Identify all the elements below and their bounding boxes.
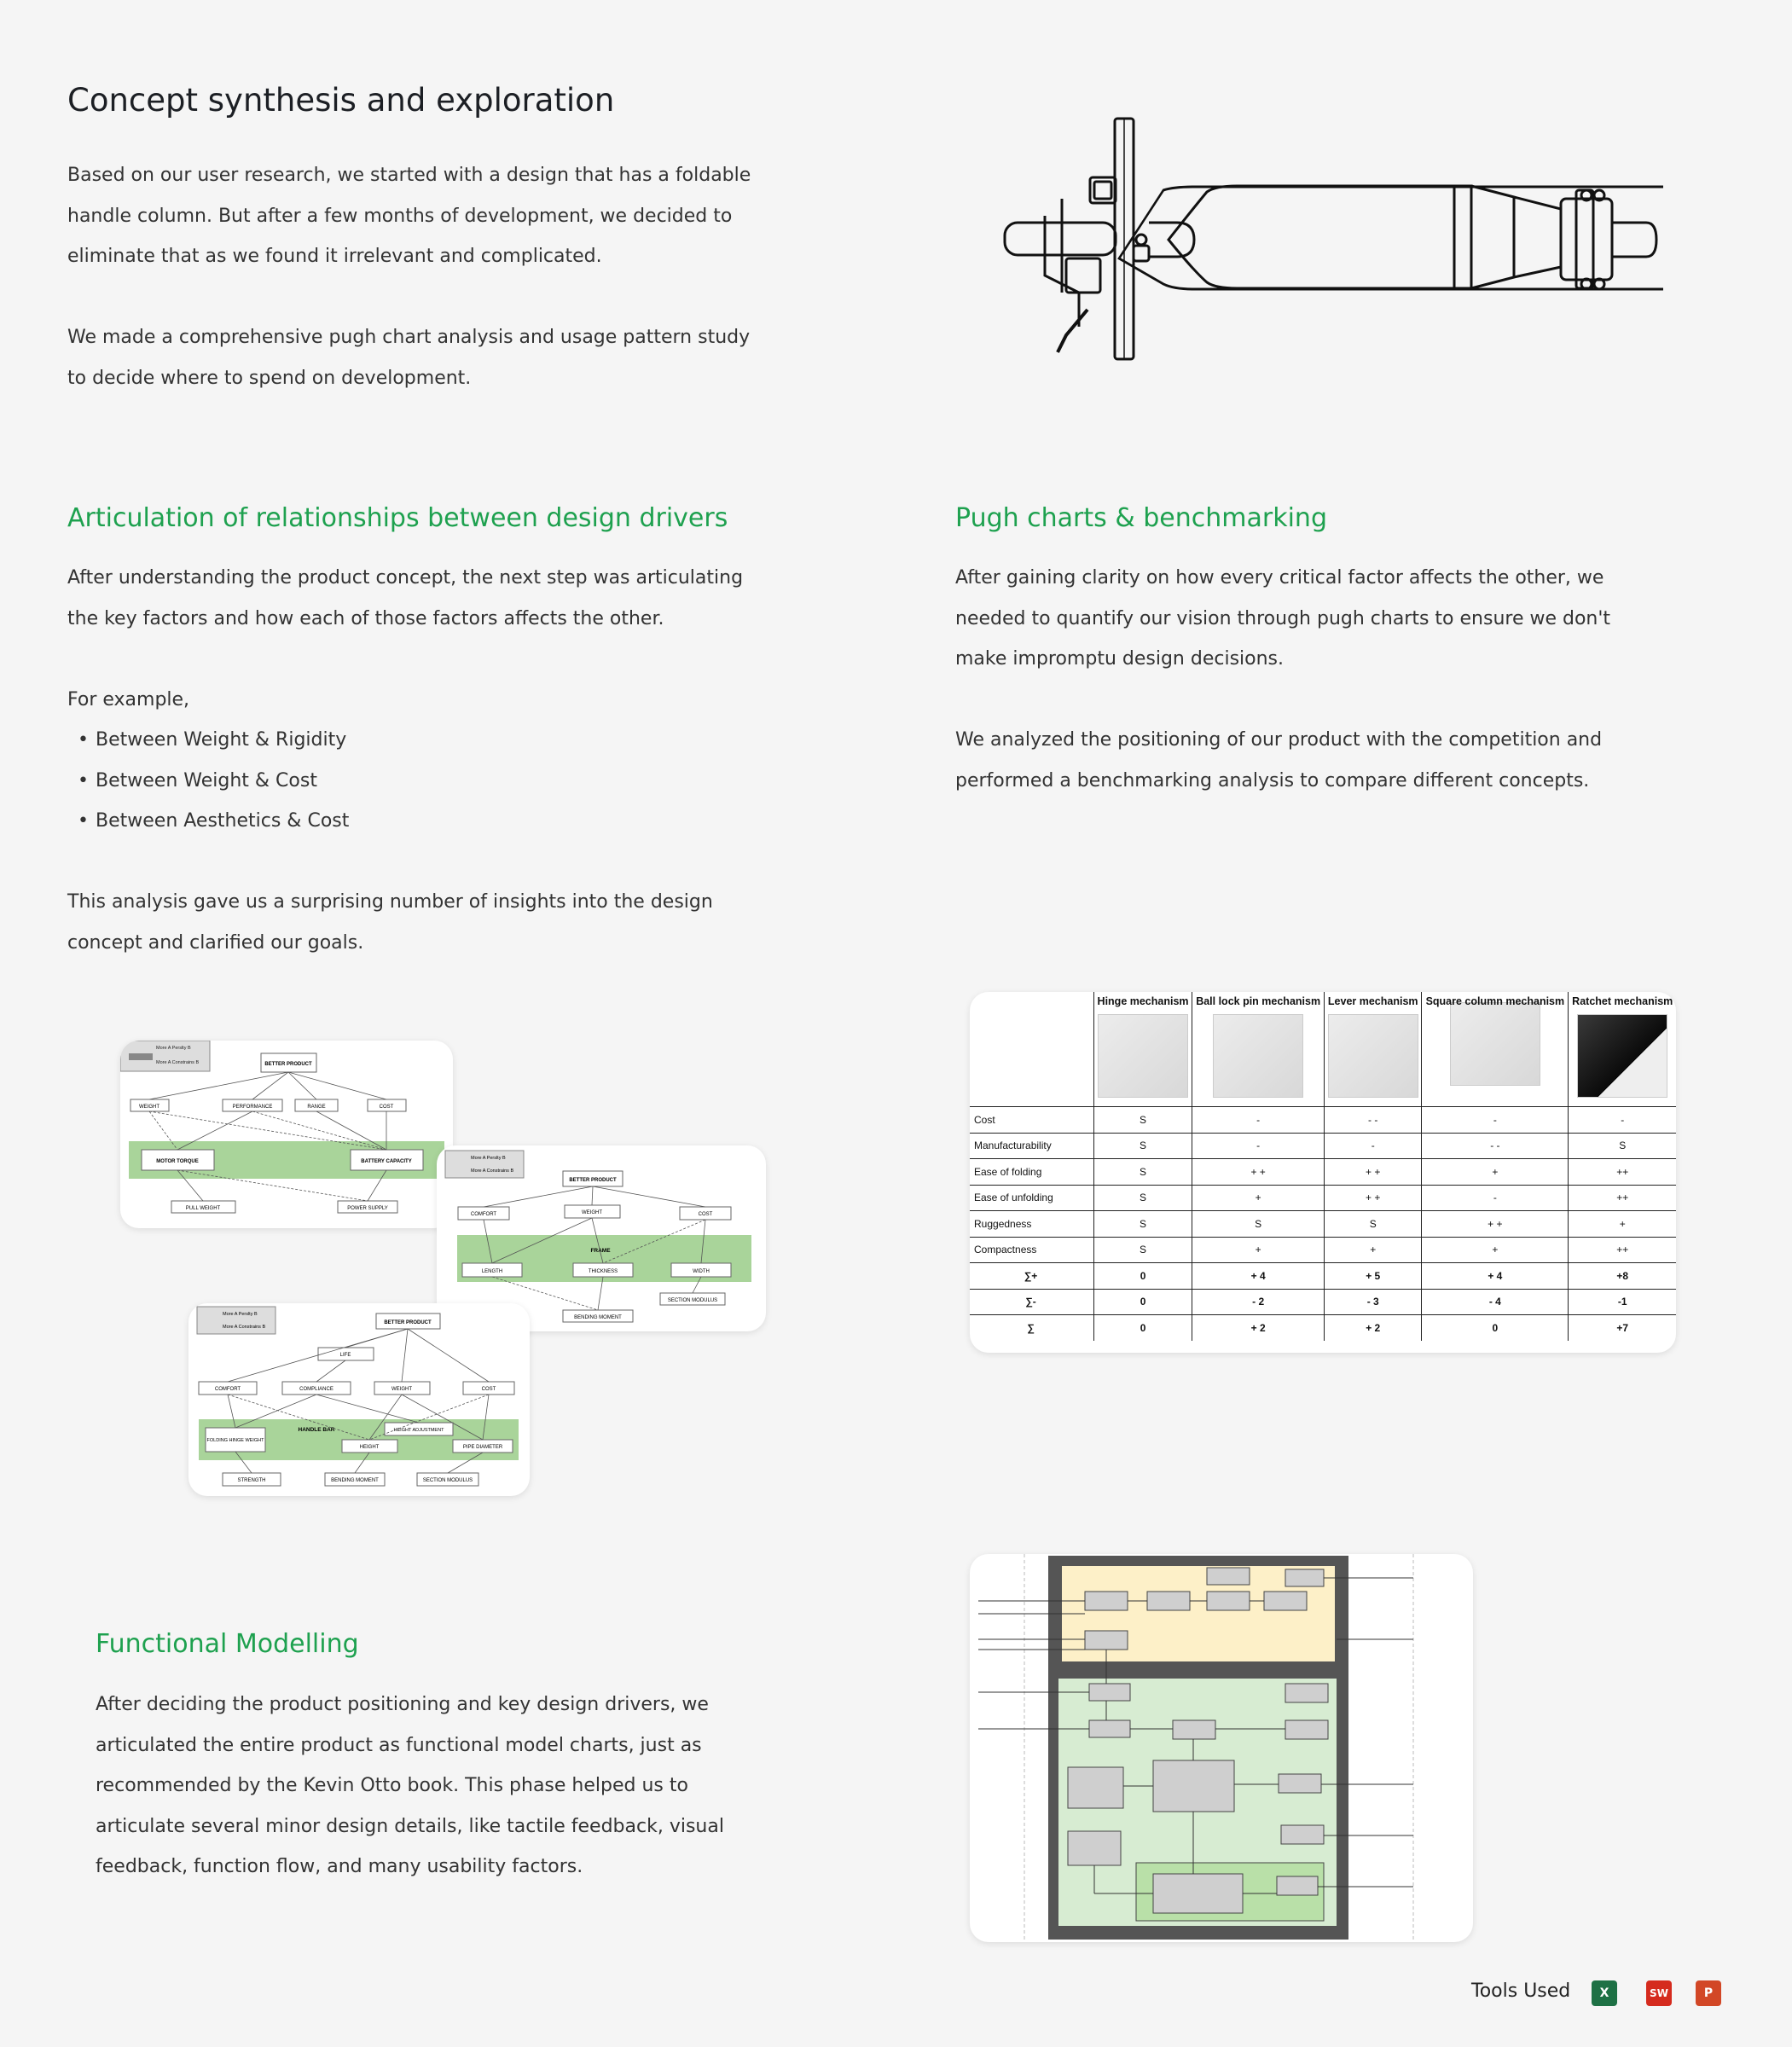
square-column-mechanism-image bbox=[1450, 1002, 1540, 1086]
lever-mechanism-image bbox=[1328, 1014, 1418, 1098]
intro-paragraph-2: We made a comprehensive pugh chart analysis and usage pattern study to decide where to spend on development. bbox=[67, 327, 751, 389]
pugh-row-label: ∑- bbox=[970, 1289, 1094, 1315]
pugh-cell: 0 bbox=[1094, 1315, 1192, 1341]
pugh-cell: +7 bbox=[1569, 1315, 1676, 1341]
pugh-cell: + + bbox=[1422, 1211, 1569, 1238]
node-label: BATTERY CAPACITY bbox=[361, 1159, 412, 1164]
pugh-cell: S bbox=[1569, 1133, 1676, 1159]
pugh-row-label: Ease of folding bbox=[970, 1159, 1094, 1186]
node-label: WEIGHT bbox=[139, 1105, 159, 1110]
list-item: • Between Weight & Rigidity bbox=[67, 720, 750, 761]
pugh-row-label: Ease of unfolding bbox=[970, 1185, 1094, 1211]
table-row bbox=[970, 1237, 1676, 1263]
functional-text bbox=[96, 1685, 769, 1888]
page-title: Concept synthesis and exploration bbox=[67, 82, 615, 119]
functional-paragraph: After deciding the product positioning and key design drivers, we articulated the entire product as functional model charts, just as recommended by the Kevin Otto book. This phase helped us to articulate several minor design details, like tactile feedback, visual feedback, function flow, and many usability factors. bbox=[96, 1694, 724, 1877]
pugh-paragraph-1: After gaining clarity on how every critical factor affects the other, we needed to quantify our vision through pugh charts to ensure we don't make impromptu design decisions. bbox=[955, 567, 1611, 670]
pugh-cell: - bbox=[1192, 1107, 1325, 1134]
pugh-cell: - - bbox=[1422, 1133, 1569, 1159]
legend-label: More A Constrains B bbox=[223, 1325, 266, 1330]
scooter-top-view-drawing bbox=[998, 113, 1663, 365]
legend-label: More A Constrains B bbox=[156, 1060, 200, 1065]
pugh-cell: S bbox=[1192, 1211, 1325, 1238]
functional-heading: Functional Modelling bbox=[96, 1629, 359, 1659]
driver-diagram-handlebar bbox=[188, 1303, 530, 1496]
pugh-cell: ++ bbox=[1569, 1159, 1676, 1186]
pugh-cell: + 4 bbox=[1422, 1263, 1569, 1290]
pugh-column-header: Hinge mechanism bbox=[1094, 992, 1192, 1107]
node-label: BENDING MOMENT bbox=[574, 1315, 622, 1320]
solidworks-icon: SW bbox=[1646, 1980, 1672, 2006]
pugh-cell: ++ bbox=[1569, 1185, 1676, 1211]
pugh-chart-table bbox=[970, 992, 1676, 1341]
pugh-cell: 0 bbox=[1094, 1289, 1192, 1315]
pugh-row-label: ∑ bbox=[970, 1315, 1094, 1341]
pugh-cell: 0 bbox=[1422, 1315, 1569, 1341]
node-label: COMFORT bbox=[214, 1387, 241, 1392]
node-label: PIPE DIAMETER bbox=[462, 1445, 503, 1450]
pugh-cell: - 4 bbox=[1422, 1289, 1569, 1315]
pugh-cell: S bbox=[1325, 1211, 1422, 1238]
pugh-text bbox=[955, 558, 1621, 801]
pugh-cell: + bbox=[1192, 1185, 1325, 1211]
pugh-cell: + + bbox=[1325, 1185, 1422, 1211]
pugh-cell: + 4 bbox=[1192, 1263, 1325, 1290]
pugh-header-row bbox=[970, 992, 1676, 1107]
node-label: COST bbox=[481, 1387, 496, 1392]
node-label: COST bbox=[379, 1105, 394, 1110]
node-label: BETTER PRODUCT bbox=[569, 1178, 617, 1183]
node-label: COMFORT bbox=[470, 1212, 497, 1217]
pugh-cell: + bbox=[1422, 1159, 1569, 1186]
pugh-cell: + bbox=[1569, 1211, 1676, 1238]
node-label: LENGTH bbox=[481, 1269, 503, 1274]
pugh-row-label: Cost bbox=[970, 1107, 1094, 1134]
node-label: HEIGHT ADJUSTMENT bbox=[393, 1428, 444, 1433]
pugh-cell: + + bbox=[1325, 1159, 1422, 1186]
ratchet-mechanism-image bbox=[1577, 1014, 1667, 1098]
node-label: PERFORMANCE bbox=[232, 1105, 273, 1110]
band-title: FRAME bbox=[590, 1248, 611, 1254]
node-label: BETTER PRODUCT bbox=[264, 1062, 312, 1067]
pugh-cell: + 2 bbox=[1325, 1315, 1422, 1341]
table-row bbox=[970, 1263, 1676, 1290]
drivers-example-label: For example, bbox=[67, 688, 190, 710]
pugh-cell: + 2 bbox=[1192, 1315, 1325, 1341]
pugh-cell: - - bbox=[1325, 1107, 1422, 1134]
pugh-cell: S bbox=[1094, 1133, 1192, 1159]
list-item: • Between Aesthetics & Cost bbox=[67, 801, 750, 842]
table-row bbox=[970, 1315, 1676, 1341]
driver-diagram-motor bbox=[120, 1041, 453, 1228]
pugh-column-header: Ratchet mechanism bbox=[1569, 992, 1676, 1107]
driver-diagram-motor-card bbox=[120, 1041, 453, 1228]
node-label: PULL WEIGHT bbox=[185, 1206, 221, 1211]
table-row bbox=[970, 1289, 1676, 1315]
drivers-example-list bbox=[67, 720, 750, 842]
list-item: • Between Weight & Cost bbox=[67, 761, 750, 802]
pugh-cell: - bbox=[1325, 1133, 1422, 1159]
node-label: WEIGHT bbox=[582, 1210, 602, 1215]
pugh-cell: - bbox=[1422, 1185, 1569, 1211]
pugh-cell: - bbox=[1422, 1107, 1569, 1134]
table-row bbox=[970, 1211, 1676, 1238]
drivers-paragraph-2: This analysis gave us a surprising number of insights into the design concept and clarified our goals. bbox=[67, 891, 713, 954]
pugh-cell: + bbox=[1422, 1237, 1569, 1263]
pugh-row-label: Manufacturability bbox=[970, 1133, 1094, 1159]
pugh-cell: - 3 bbox=[1325, 1289, 1422, 1315]
node-label: THICKNESS bbox=[588, 1269, 618, 1274]
pugh-paragraph-2: We analyzed the positioning of our product with the competition and performed a benchmarking analysis to compare different concepts. bbox=[955, 729, 1603, 792]
node-label: SECTION MODULUS bbox=[422, 1478, 473, 1483]
node-label: COMPLIANCE bbox=[299, 1387, 333, 1392]
pugh-cell: - 2 bbox=[1192, 1289, 1325, 1315]
pugh-row-label: ∑+ bbox=[970, 1263, 1094, 1290]
node-label: FOLDING HINGE WEIGHT bbox=[206, 1438, 264, 1443]
pugh-cell: + bbox=[1192, 1237, 1325, 1263]
node-label: POWER SUPPLY bbox=[347, 1206, 388, 1211]
pugh-cell: - bbox=[1569, 1107, 1676, 1134]
functional-model-diagram bbox=[970, 1554, 1473, 1942]
drivers-heading: Articulation of relationships between design drivers bbox=[67, 503, 728, 533]
legend-label: More A Constrains B bbox=[471, 1168, 514, 1174]
table-row bbox=[970, 1185, 1676, 1211]
pugh-cell: + 5 bbox=[1325, 1263, 1422, 1290]
node-label: HEIGHT bbox=[359, 1445, 380, 1450]
pugh-cell: ++ bbox=[1569, 1237, 1676, 1263]
node-label: SECTION MODULUS bbox=[667, 1298, 718, 1303]
pugh-cell: S bbox=[1094, 1159, 1192, 1186]
intro-paragraph-1: Based on our user research, we started with a design that has a foldable handle column. But after a few months of development, we decided to eliminate that as we found it irrelevant and complicated. bbox=[67, 165, 751, 267]
table-row bbox=[970, 1107, 1676, 1134]
node-label: BETTER PRODUCT bbox=[384, 1320, 432, 1325]
pugh-row-label: Ruggedness bbox=[970, 1211, 1094, 1238]
legend-label: More A Perslty B bbox=[471, 1156, 506, 1161]
pugh-row-label: Compactness bbox=[970, 1237, 1094, 1263]
pugh-cell: S bbox=[1094, 1237, 1192, 1263]
legend-label: More A Perslty B bbox=[223, 1312, 258, 1317]
functional-model-card bbox=[970, 1554, 1473, 1942]
node-label: BENDING MOMENT bbox=[331, 1478, 379, 1483]
pugh-cell: -1 bbox=[1569, 1289, 1676, 1315]
pugh-column-header: Lever mechanism bbox=[1325, 992, 1422, 1107]
pugh-cell: S bbox=[1094, 1107, 1192, 1134]
pugh-cell: + + bbox=[1192, 1159, 1325, 1186]
band-title: HANDLE BAR bbox=[298, 1427, 335, 1433]
pugh-column-header: Square column mechanism bbox=[1422, 992, 1569, 1107]
pugh-cell: S bbox=[1094, 1211, 1192, 1238]
pugh-column-header: Ball lock pin mechanism bbox=[1192, 992, 1325, 1107]
table-row bbox=[970, 1159, 1676, 1186]
node-label: WEIGHT bbox=[391, 1387, 412, 1392]
pugh-cell: - bbox=[1192, 1133, 1325, 1159]
drivers-text bbox=[67, 558, 750, 963]
node-label: COST bbox=[698, 1212, 713, 1217]
pugh-chart-card bbox=[970, 992, 1676, 1353]
pugh-cell: 0 bbox=[1094, 1263, 1192, 1290]
table-row bbox=[970, 1133, 1676, 1159]
tools-used-label: Tools Used bbox=[1471, 1980, 1571, 2002]
hinge-mechanism-image bbox=[1098, 1014, 1188, 1098]
node-label: WIDTH bbox=[693, 1269, 710, 1274]
driver-diagram-handlebar-card bbox=[188, 1303, 530, 1496]
pugh-corner-cell bbox=[970, 992, 1094, 1107]
pugh-chart-body bbox=[970, 1107, 1676, 1341]
node-label: MOTOR TORQUE bbox=[156, 1159, 199, 1164]
node-label: LIFE bbox=[339, 1353, 351, 1358]
ball-lock-pin-mechanism-image bbox=[1213, 1014, 1303, 1098]
powerpoint-icon: P bbox=[1696, 1980, 1721, 2006]
pugh-cell: S bbox=[1094, 1185, 1192, 1211]
intro-text bbox=[67, 155, 767, 398]
drivers-paragraph-1: After understanding the product concept, the next step was articulating the key factors and how each of those factors affects the other. bbox=[67, 567, 744, 629]
pugh-heading: Pugh charts & benchmarking bbox=[955, 503, 1327, 533]
excel-icon: X bbox=[1592, 1980, 1617, 2006]
pugh-cell: + bbox=[1325, 1237, 1422, 1263]
node-label: RANGE bbox=[307, 1105, 326, 1110]
legend-label: More A Perslty B bbox=[156, 1046, 191, 1051]
pugh-cell: +8 bbox=[1569, 1263, 1676, 1290]
node-label: STRENGTH bbox=[237, 1478, 266, 1483]
